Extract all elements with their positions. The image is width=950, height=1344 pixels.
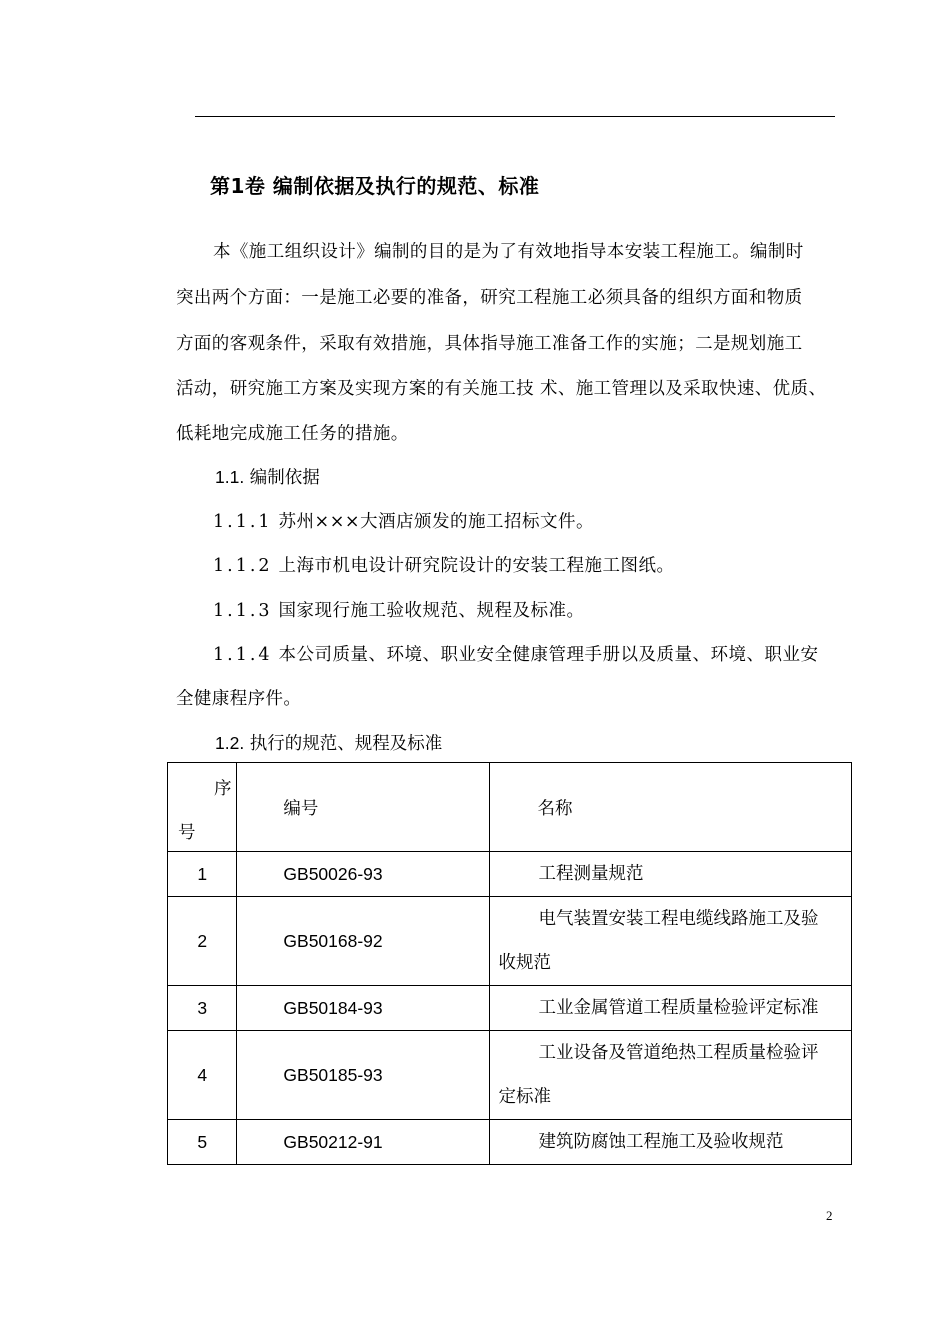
row-name-text: 建筑防腐蚀工程施工及验收规范: [538, 1132, 784, 1152]
list-item: [213, 508, 594, 533]
list-item-continuation: 全健康程序件。: [176, 689, 302, 709]
item-number: 1.1.2: [213, 556, 273, 576]
standards-table: [167, 762, 852, 1165]
row-name-text: 工程测量规范: [538, 864, 644, 884]
list-item: [213, 641, 819, 666]
page-number: 2: [826, 1208, 833, 1223]
row-name-text-cont: 定标准: [498, 1087, 551, 1107]
row-name: [490, 1031, 852, 1120]
row-seq: 1: [168, 852, 237, 897]
table-row: [168, 1031, 852, 1120]
item-text: 苏州×××大酒店颁发的施工招标文件。: [278, 512, 595, 532]
intro-line-1: 本《施工组织设计》编制的目的是为了有效地指导本安装工程施工。编制时: [213, 242, 804, 262]
intro-line-2: 突出两个方面：一是施工必要的准备，研究工程施工必须具备的组织方面和物质: [176, 288, 803, 308]
intro-line-4: 活动，研究施工方案及实现方案的有关施工技 术、施工管理以及采取快速、优质、: [176, 379, 827, 399]
row-seq: 5: [168, 1120, 237, 1165]
item-number: 1.1.3: [213, 601, 273, 621]
header-seq-part1: 序: [214, 779, 232, 799]
intro-line-5: 低耗地完成施工任务的措施。: [176, 424, 409, 444]
row-name-text: 工业设备及管道绝热工程质量检验评: [538, 1043, 819, 1063]
item-number: 1.1.1: [213, 512, 273, 532]
section-heading-1-2: [215, 730, 442, 755]
row-seq: 3: [168, 986, 237, 1031]
table-row: [168, 1120, 852, 1165]
row-name-text: 电气装置安装工程电缆线路施工及验: [538, 909, 819, 929]
header-code: 编号: [237, 763, 490, 852]
table-header-row: [168, 763, 852, 852]
section-number: 1.2.: [215, 733, 245, 753]
row-name: [490, 1120, 852, 1165]
section-heading-1-1: [215, 464, 320, 489]
row-name: [490, 986, 852, 1031]
row-seq: 4: [168, 1031, 237, 1120]
header-name: 名称: [490, 763, 852, 852]
header-seq-part2: 号: [178, 823, 196, 843]
list-item: [213, 552, 675, 577]
item-text: 国家现行施工验收规范、规程及标准。: [278, 601, 585, 621]
row-name: [490, 852, 852, 897]
row-code: GB50168-92: [237, 897, 490, 986]
item-text: 本公司质量、环境、职业安全健康管理手册以及质量、环境、职业安: [278, 645, 819, 665]
row-code: GB50212-91: [237, 1120, 490, 1165]
row-code: GB50026-93: [237, 852, 490, 897]
item-number: 1.1.4: [213, 645, 273, 665]
row-code: GB50185-93: [237, 1031, 490, 1120]
section-text: 执行的规范、规程及标准: [249, 734, 443, 754]
section-number: 1.1.: [215, 467, 245, 487]
row-name-text-cont: 收规范: [498, 953, 551, 973]
table-row: [168, 852, 852, 897]
section-text: 编制依据: [249, 468, 320, 488]
header-seq: [168, 763, 237, 852]
row-code: GB50184-93: [237, 986, 490, 1031]
table-row: [168, 897, 852, 986]
chapter-title: 第1卷 编制依据及执行的规范、标准: [210, 174, 540, 198]
intro-line-3: 方面的客观条件，采取有效措施，具体指导施工准备工作的实施；二是规划施工: [176, 334, 803, 354]
row-seq: 2: [168, 897, 237, 986]
row-name-text: 工业金属管道工程质量检验评定标准: [538, 998, 819, 1018]
item-text: 上海市机电设计研究院设计的安装工程施工图纸。: [278, 556, 675, 576]
header-rule: [195, 116, 835, 117]
table-row: [168, 986, 852, 1031]
list-item: [213, 597, 585, 622]
row-name: [490, 897, 852, 986]
